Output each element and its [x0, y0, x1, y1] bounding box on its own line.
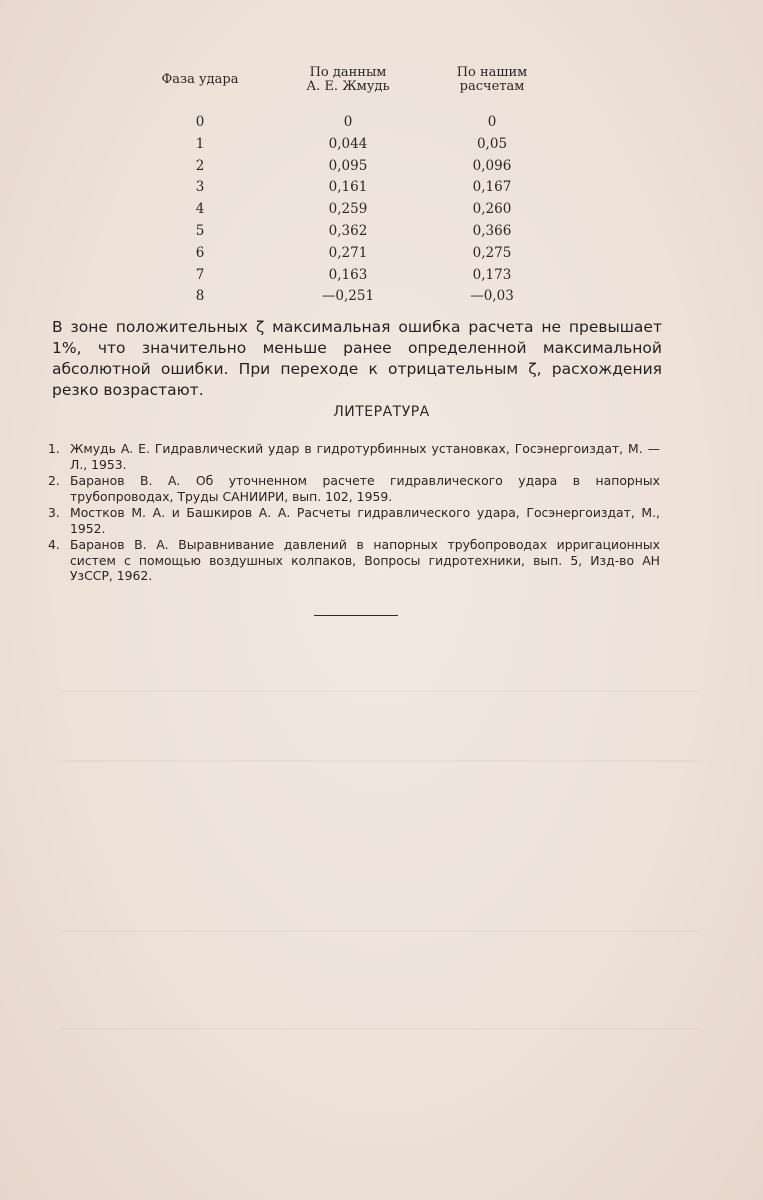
- column-header-zhmud: По данным А. Е. Жмудь: [306, 65, 390, 94]
- reference-text: Мостков М. А. и Башкиров А. А. Расчеты гидравлического удара, Госэнергоиздат, М., 1952.: [70, 505, 660, 536]
- table-cell: 0: [343, 114, 353, 130]
- bleed-through-line: [60, 760, 700, 762]
- bleed-through-line: [60, 690, 700, 692]
- table-header: [140, 66, 560, 110]
- data-table: [140, 65, 560, 305]
- table-row: [140, 245, 560, 267]
- table-row: [140, 179, 560, 201]
- table-row: [140, 267, 560, 289]
- table-row: [140, 158, 560, 180]
- table-row: [140, 223, 560, 245]
- table-cell: 0,044: [328, 135, 368, 152]
- table-cell: —0,03: [470, 288, 514, 305]
- table-cell: 1: [195, 135, 205, 152]
- reference-text: Жмудь А. Е. Гидравлический удар в гидротурбинных установках, Госэнергоиздат, М. — Л., 1953.: [70, 441, 660, 472]
- table-row: [140, 288, 560, 310]
- table-cell: 0: [487, 114, 497, 130]
- table-cell: 3: [195, 179, 205, 196]
- table-cell: 0: [195, 114, 205, 130]
- section-heading: ЛИТЕРАТУРА: [333, 404, 430, 420]
- reference-text: Баранов В. А. Об уточненном расчете гидравлического удара в напорных трубопроводах, Труды САНИИРИ, вып. 102, 1959.: [70, 473, 660, 504]
- table-cell: 7: [195, 266, 205, 283]
- column-header-ours: По нашим расчетам: [456, 65, 528, 94]
- table-cell: 0,167: [472, 179, 512, 196]
- table-cell: 5: [195, 222, 205, 239]
- reference-text: Баранов В. А. Выравнивание давлений в напорных трубопроводах ирригационных систем с помощью воздушных колпаков, Вопросы гидротехники, вып. 5, Изд-во АН УзССР, 1962.: [70, 537, 660, 583]
- body-paragraph: В зоне положительных ζ максимальная ошибка расчета не превышает 1%, что значительно меньше ранее определенной максимальной абсолютной ошибки. При переходе к отрицательным ζ, расхождения резко возрастают.: [52, 318, 662, 399]
- table-cell: 0,173: [472, 266, 512, 283]
- reference-number: 4.: [48, 537, 60, 552]
- column-header-phase: Фаза удара: [161, 72, 239, 87]
- table-cell: —0,251: [321, 288, 375, 305]
- table-cell: 0,362: [328, 222, 368, 239]
- reference-number: 1.: [48, 441, 60, 456]
- reference-item: [48, 505, 660, 536]
- end-rule: [314, 615, 398, 616]
- table-cell: 0,05: [476, 135, 508, 152]
- table-cell: 0,161: [328, 179, 368, 196]
- table-row: [140, 201, 560, 223]
- table-cell: 8: [195, 288, 205, 305]
- table-cell: 0,275: [472, 244, 512, 261]
- table-cell: 0,260: [472, 201, 512, 218]
- table-cell: 0,096: [472, 157, 512, 174]
- reference-item: [48, 473, 660, 504]
- table-row: [140, 114, 560, 136]
- reference-item: [48, 537, 660, 584]
- reference-item: [48, 441, 660, 472]
- table-cell: 0,366: [472, 222, 512, 239]
- table-body: [140, 114, 560, 310]
- reference-list: [48, 441, 660, 585]
- table-cell: 2: [195, 157, 205, 174]
- bleed-through-line: [60, 1028, 700, 1030]
- table-cell: 0,163: [328, 266, 368, 283]
- reference-number: 3.: [48, 505, 60, 520]
- table-row: [140, 136, 560, 158]
- reference-number: 2.: [48, 473, 60, 488]
- bleed-through-line: [60, 930, 700, 932]
- table-cell: 0,095: [328, 157, 368, 174]
- table-cell: 0,271: [328, 244, 368, 261]
- table-cell: 0,259: [328, 201, 368, 218]
- table-cell: 4: [195, 201, 205, 218]
- table-cell: 6: [195, 244, 205, 261]
